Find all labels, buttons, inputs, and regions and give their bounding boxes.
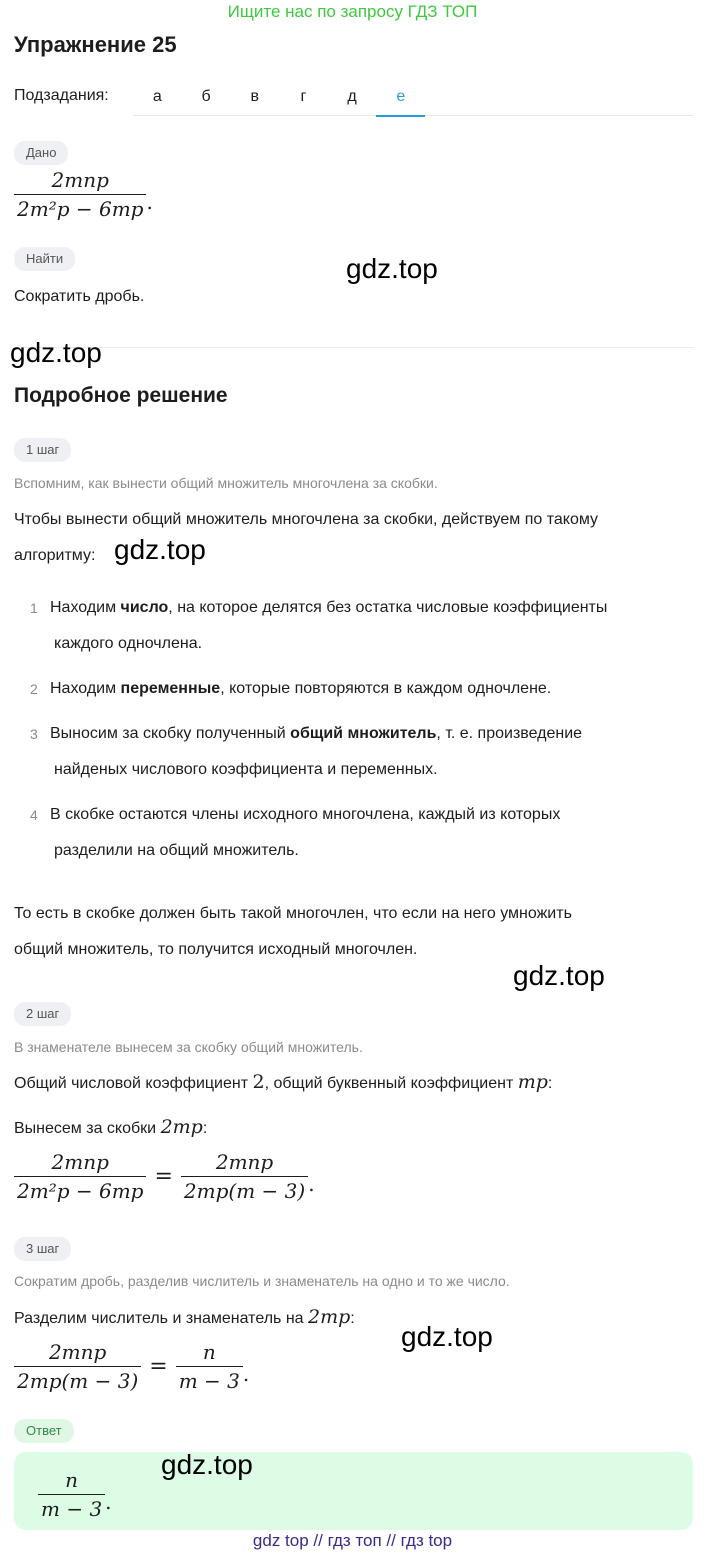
page-title: Упражнение 25 <box>14 32 177 57</box>
step3-dot: . <box>242 1361 250 1386</box>
find-pill: Найти <box>14 247 75 271</box>
step3-rhs-denominator: m − 3 <box>176 1366 243 1393</box>
answer-fraction <box>38 1468 112 1521</box>
step2-line1-text: Общий числовой коэффициент <box>14 1075 253 1092</box>
step2-equation <box>14 1150 315 1203</box>
given-denominator: 2m²p − 6mp <box>14 194 146 221</box>
watermark: gdz.top <box>10 337 102 368</box>
answer-numerator: n <box>65 1468 79 1492</box>
step3-pill: 3 шаг <box>14 1237 71 1261</box>
list-item-number: 4 <box>30 807 38 823</box>
step3-lhs-numerator: 2mnp <box>48 1340 107 1364</box>
solution-title: Подробное решение <box>14 384 228 407</box>
answer-denominator: m − 3 <box>38 1494 105 1521</box>
top-banner: Ищите нас по запросу ГДЗ ТОП <box>227 2 478 21</box>
answer-dot: . <box>105 1489 112 1514</box>
step1-outro-line2: общий множитель, то получится исходный многочлен. <box>14 941 418 958</box>
list-item-text: Находим <box>50 599 121 616</box>
step1-hint: Вспомним, как вынести общий множитель многочлена за скобки. <box>14 475 438 491</box>
list-item-text: В скобке остаются члены исходного многочлена, каждый из которых <box>50 806 561 823</box>
list-item-text: каждого одночлена. <box>54 635 203 652</box>
list-item-bold: общий множитель <box>290 725 437 742</box>
step2-line1-number: 2 <box>252 1071 265 1093</box>
step2-line1-text: , общий буквенный коэффициент <box>264 1075 518 1092</box>
list-item-text: , которые повторяются в каждом одночлене. <box>220 680 552 697</box>
watermark: gdz.top <box>513 960 605 991</box>
step2-lhs-numerator: 2mnp <box>51 1150 109 1174</box>
step2-rhs-denominator: 2mp(m − 3) <box>181 1176 308 1203</box>
step1-intro-line2: алгоритму: <box>14 547 96 564</box>
step1-intro-line1: Чтобы вынести общий множитель многочлена за скобки, действуем по такому <box>14 511 599 528</box>
step2-line2 <box>14 1109 207 1147</box>
equals-sign: = <box>154 1164 173 1189</box>
list-item-number: 1 <box>30 600 38 616</box>
tab-g[interactable]: г <box>300 88 307 105</box>
step1-outro-line1: То есть в скобке должен быть такой многочлен, что если на него умножить <box>14 905 572 922</box>
step2-line1-var: mp <box>517 1071 548 1093</box>
step2-line1 <box>14 1064 552 1102</box>
watermark: gdz.top <box>401 1321 493 1352</box>
equals-sign: = <box>149 1354 168 1379</box>
step2-line2-text: Вынесем за скобки <box>14 1120 161 1137</box>
list-item-text: , т. е. произведение <box>436 725 583 742</box>
step2-line1-text: : <box>547 1075 553 1092</box>
step3-line <box>14 1299 355 1337</box>
footer: gdz top // гдз топ // гдз top <box>252 1531 453 1550</box>
step3-line-text: : <box>350 1310 355 1327</box>
step2-pill: 2 шаг <box>14 1002 71 1026</box>
step1-pill: 1 шаг <box>14 438 71 462</box>
list-item-number: 3 <box>30 726 38 742</box>
step2-line2-var: 2mp <box>160 1116 203 1138</box>
list-item-number: 2 <box>30 681 38 697</box>
step3-lhs-denominator: 2mp(m − 3) <box>14 1366 141 1393</box>
step2-dot: . <box>308 1171 315 1196</box>
given-numerator: 2mnp <box>51 168 109 192</box>
watermark: gdz.top <box>346 253 438 284</box>
watermark: gdz.top <box>161 1449 253 1480</box>
step3-rhs-numerator: n <box>202 1340 216 1364</box>
step2-line2-text: : <box>202 1120 208 1137</box>
given-fraction <box>14 168 153 221</box>
list-item-text: найденых числового коэффициента и переменных. <box>54 761 438 778</box>
step2-rhs-numerator: 2mnp <box>215 1150 274 1174</box>
tab-a[interactable]: а <box>152 88 162 105</box>
list-item-text: Находим <box>50 680 121 697</box>
watermark: gdz.top <box>114 534 206 565</box>
given-pill: Дано <box>14 141 68 165</box>
step2-lhs-denominator: 2m²p − 6mp <box>14 1176 146 1203</box>
subtasks-label: Подзадания: <box>14 87 109 104</box>
step3-equation <box>14 1340 249 1393</box>
tab-b[interactable]: б <box>201 88 211 105</box>
step2-hint: В знаменателе вынесем за скобку общий множитель. <box>14 1039 363 1055</box>
list-item-bold: число <box>120 599 169 616</box>
list-item-bold: переменные <box>120 680 221 697</box>
list-item-text: Выносим за скобку полученный <box>50 725 291 742</box>
find-text: Сократить дробь. <box>14 288 145 305</box>
answer-pill: Ответ <box>14 1419 74 1443</box>
subtask-tabs <box>133 78 693 116</box>
step3-line-text: Разделим числитель и знаменатель на <box>14 1310 308 1327</box>
tab-v[interactable]: в <box>250 88 259 105</box>
step3-hint: Сократим дробь, разделив числитель и знаменатель на одно и то же число. <box>14 1273 510 1289</box>
list-item-text: разделили на общий множитель. <box>54 842 299 859</box>
answer-box <box>14 1452 693 1530</box>
step3-line-var: 2mp <box>308 1306 351 1328</box>
tab-d[interactable]: д <box>347 88 357 105</box>
tab-e[interactable]: е <box>376 78 425 116</box>
given-dot: . <box>146 189 153 214</box>
section-divider <box>14 347 694 348</box>
list-item-text: , на которое делятся без остатка числовые коэффициенты <box>168 599 608 616</box>
